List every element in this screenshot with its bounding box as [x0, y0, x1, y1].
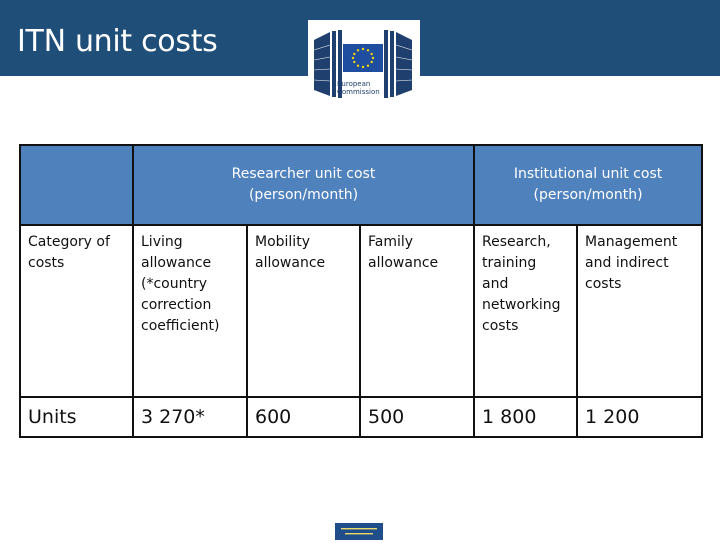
table-cell [577, 225, 702, 397]
category-label-cell [20, 225, 133, 397]
footer-logo-icon [335, 523, 383, 540]
category-label: Category of costs [28, 234, 110, 271]
mobility-allowance-units: 600 [255, 406, 292, 428]
researcher-unit-cost-header [133, 145, 474, 225]
footer-badge-icon [335, 523, 383, 540]
table-cell [133, 225, 247, 397]
management-costs-units: 1 200 [585, 406, 640, 428]
institutional-header-label: Institutional unit cost (person/month) [513, 166, 663, 203]
living-allowance-label: Living allowance (*country correction coefficient) [141, 234, 220, 334]
unit-costs-table [19, 144, 703, 438]
table-cell [247, 397, 360, 437]
mobility-allowance-label: Mobility allowance [255, 234, 326, 271]
table-cell [360, 397, 474, 437]
table-cell [474, 225, 577, 397]
page-title: ITN unit costs [17, 24, 218, 59]
institutional-unit-cost-header [474, 145, 702, 225]
logo-caption: European Commission [337, 80, 380, 96]
table-header-row [20, 145, 702, 225]
living-allowance-units: 3 270* [141, 406, 205, 428]
management-indirect-costs-label: Management and indirect costs [585, 234, 678, 292]
research-training-units: 1 800 [482, 406, 537, 428]
table-cell [133, 397, 247, 437]
table-row [20, 225, 702, 397]
table-cell [577, 397, 702, 437]
table-cell [474, 397, 577, 437]
researcher-header-label: Researcher unit cost (person/month) [231, 166, 376, 203]
table-row [20, 397, 702, 437]
units-label-cell [20, 397, 133, 437]
family-allowance-units: 500 [368, 406, 405, 428]
research-training-networking-label: Research, training and networking costs [482, 234, 561, 334]
units-label: Units [28, 406, 77, 428]
header-empty-cell [20, 145, 133, 225]
family-allowance-label: Family allowance [368, 234, 439, 271]
table-cell [247, 225, 360, 397]
table-cell [360, 225, 474, 397]
